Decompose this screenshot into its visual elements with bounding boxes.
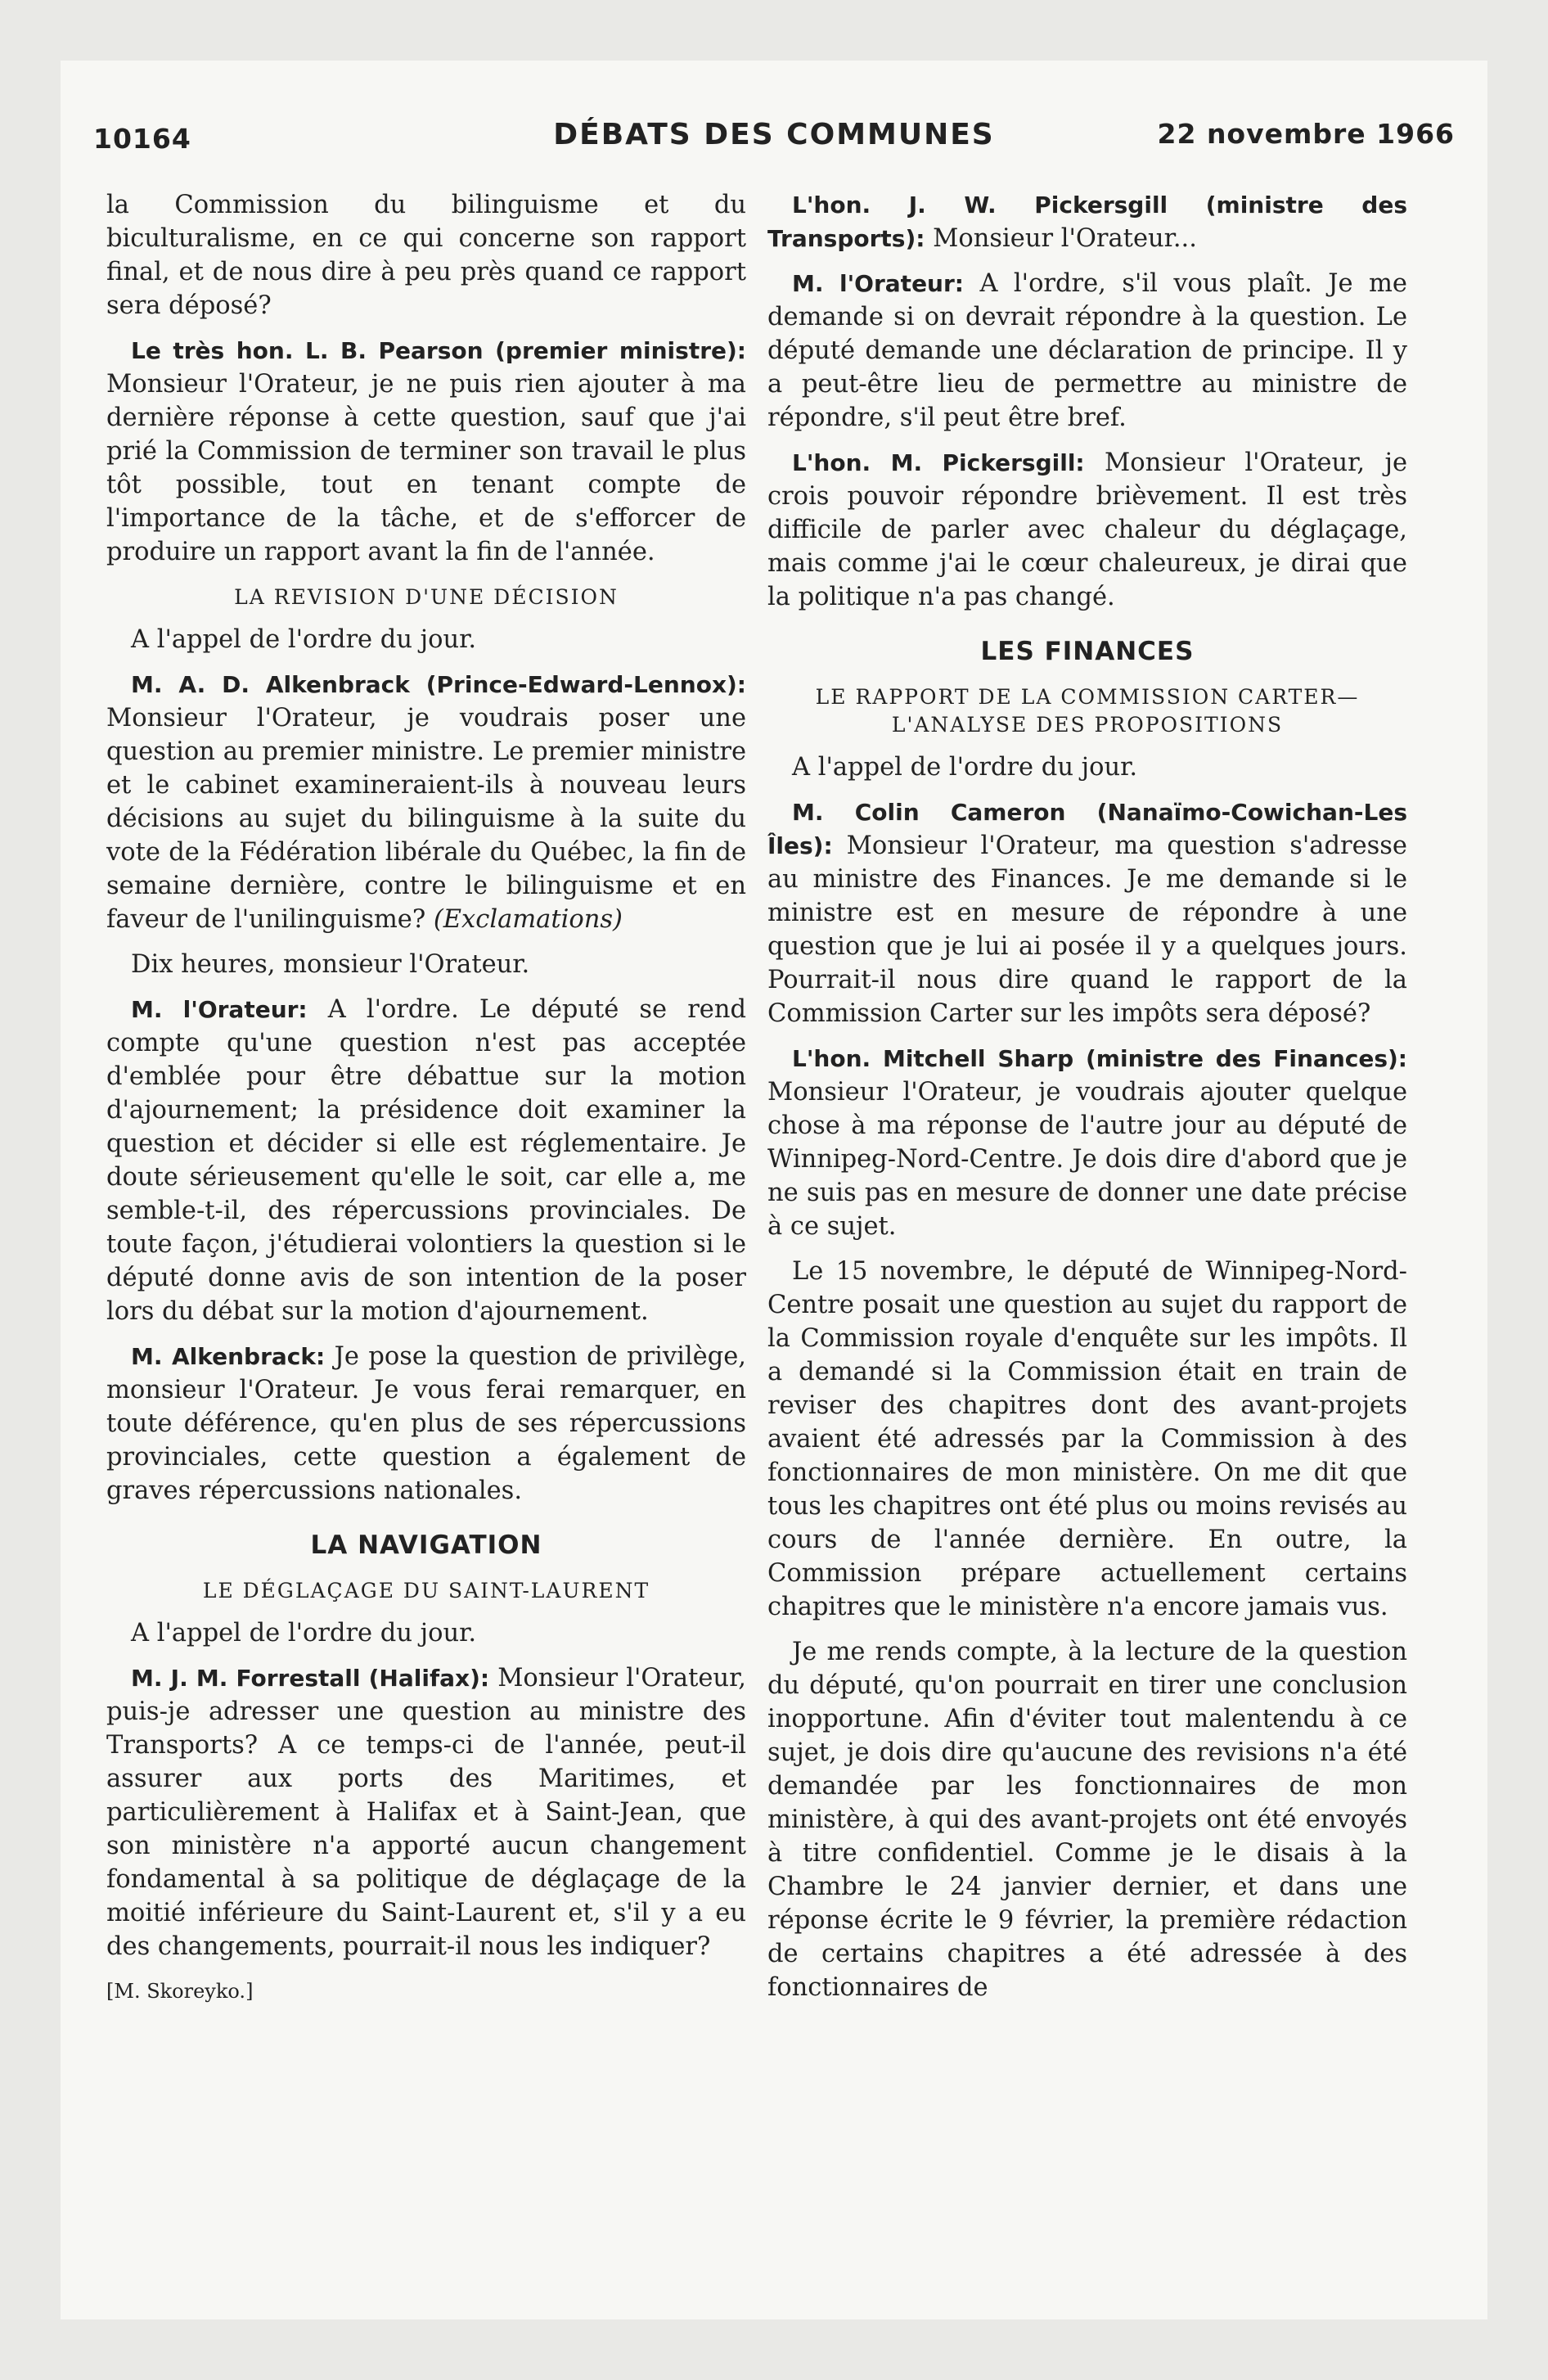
speaker-name: L'hon. Mitchell Sharp (ministre des Finances):: [792, 1045, 1407, 1072]
speaker-name: L'hon. M. Pickersgill:: [792, 449, 1085, 476]
paragraph: la Commission du bilinguisme et du biculturalisme, en ce qui concerne son rapport final, et de nous dire à peu près quand ce rapport sera déposé?: [106, 191, 746, 320]
section-heading: LA NAVIGATION: [310, 1530, 542, 1560]
paragraph: [767, 796, 1407, 1030]
footer-note: [M. Skoreyko.]: [106, 1980, 254, 2003]
page-number: 10164: [93, 123, 191, 155]
speech-text: Monsieur l'Orateur, je crois pouvoir répondre brièvement. Il est très difficile de parler avec chaleur du déglaçage, mais comme j'ai le cœur chaleureux, je dirai que la politique n'a pas changé.: [767, 449, 1407, 611]
paragraph: Je me rends compte, à la lecture de la question du député, qu'on pourrait en tirer une conclusion inopportune. Afin d'éviter tout malentendu à ce sujet, je dois dire qu'aucune des revisions n'a été demandée par les fonctionnaires de mon ministère, à qui des avant-projets ont été envoyés à titre confidentiel. Comme je le disais à la Chambre le 24 janvier dernier, et dans une réponse écrite le 9 février, la première rédaction de certains chapitres a été adressée à des fonctionnaires de: [767, 1638, 1407, 2002]
subsection-heading-line2: L'ANALYSE DES PROPOSITIONS: [891, 713, 1284, 737]
paragraph: [767, 188, 1407, 255]
paragraph: A l'appel de l'ordre du jour.: [792, 753, 1138, 782]
subsection-heading-line1: LE RAPPORT DE LA COMMISSION CARTER—: [815, 685, 1360, 709]
paragraph: [106, 993, 746, 1328]
speaker-name: M. l'Orateur:: [792, 270, 964, 297]
speaker-name: M. J. M. Forrestall (Halifax):: [131, 1665, 490, 1692]
speech-text: Je pose la question de privilège, monsieur l'Orateur. Je vous ferai remarquer, en toute déférence, qu'en plus de ses répercussions provinciales, cette question a également de graves répercussions nationales.: [106, 1342, 746, 1505]
paragraph: [106, 1661, 746, 1963]
speaker-name: M. A. D. Alkenbrack (Prince-Edward-Lennox):: [131, 671, 746, 698]
speech-text: Monsieur l'Orateur, je ne puis rien ajouter à ma dernière réponse à cette question, sauf que j'ai prié la Commission de terminer son travail le plus tôt possible, tout en tenant compte de l'importance de la tâche, et de s'efforcer de produire un rapport avant la fin de l'année.: [106, 370, 746, 566]
subsection-heading: LE DÉGLAÇAGE DU SAINT-LAURENT: [202, 1579, 650, 1602]
page-header: [93, 111, 1455, 160]
speech-text: Monsieur l'Orateur, ma question s'adresse au ministre des Finances. Je me demande si le ministre est en mesure de répondre à une question que je lui ai posée il y a quelques jours. Pourrait-il nous dire quand le rapport de la Commission Carter sur les impôts sera déposé?: [767, 832, 1407, 1028]
paragraph: A l'appel de l'ordre du jour.: [131, 625, 477, 654]
speaker-name: M. Alkenbrack:: [131, 1343, 326, 1370]
speech-text: Monsieur l'Orateur, puis-je adresser une question au ministre des Transports? A ce temps-ci de l'année, peut-il assurer aux ports des Maritimes, et particulièrement à Halifax et à Saint-Jean, que son ministère n'a apporté aucun changement fondamental à sa politique de déglaçage de la moitié inférieure du Saint-Laurent et, s'il y a eu des changements, pourrait-il nous les indiquer?: [106, 1664, 746, 1961]
speaker-name: M. l'Orateur:: [131, 996, 308, 1023]
paragraph: Le 15 novembre, le député de Winnipeg-Nord-Centre posait une question au sujet du rapport de la Commission royale d'enquête sur les impôts. Il a demandé si la Commission était en train de reviser des chapitres dont des avant-projets avaient été adressés par la Commission à des fonctionnaires de mon ministère. On me dit que tous les chapitres ont été plus ou moins revisés au cours de l'année dernière. En outre, la Commission prépare actuellement certains chapitres que le ministère n'a encore jamais vus.: [767, 1257, 1407, 1621]
speech-text: A l'ordre. Le député se rend compte qu'une question n'est pas acceptée d'emblée pour être débattue sur la motion d'ajournement; la présidence doit examiner la question et décider si elle est réglementaire. Je doute sérieusement qu'elle le soit, car elle a, me semble-t-il, des répercussions provinciales. De toute façon, j'étudierai volontiers la question si le député donne avis de son intention de la poser lors du débat sur la motion d'ajournement.: [106, 995, 746, 1326]
section-heading: LES FINANCES: [980, 637, 1195, 666]
speech-text: Monsieur l'Orateur, je voudrais poser une question au premier ministre. Le premier ministre et le cabinet examineraient-ils à nouveau leurs décisions au sujet du bilinguisme à la suite du vote de la Fédération libérale du Québec, la fin de semaine dernière, contre le bilinguisme et en faveur de l'unilinguisme?: [106, 704, 746, 934]
page: [61, 61, 1487, 2319]
subsection-heading: [767, 683, 1407, 739]
italic-note: (Exclamations): [433, 905, 623, 934]
page-date: 22 novembre 1966: [1157, 118, 1455, 150]
paragraph: [106, 668, 746, 936]
paragraph: [767, 446, 1407, 614]
speech-text: Monsieur l'Orateur...: [925, 224, 1197, 253]
paragraph: Dix heures, monsieur l'Orateur.: [131, 950, 530, 979]
paragraph: [767, 1042, 1407, 1243]
paragraph: [106, 334, 746, 569]
paragraph: [106, 1340, 746, 1508]
paragraph: A l'appel de l'ordre du jour.: [131, 1619, 477, 1648]
left-column: [106, 188, 746, 2008]
subsection-heading: LA REVISION D'UNE DÉCISION: [234, 585, 619, 609]
speaker-name: Le très hon. L. B. Pearson (premier ministre):: [131, 337, 746, 364]
speech-text: A l'ordre, s'il vous plaît. Je me demande si on devrait répondre à la question. Le député demande une déclaration de principe. Il y a peut-être lieu de permettre au ministre de répondre, s'il peut être bref.: [767, 269, 1407, 432]
page-title: DÉBATS DES COMMUNES: [553, 118, 995, 151]
speaker-name: M. Colin Cameron (Nanaïmo-Cowichan-Les Îles):: [767, 799, 1407, 859]
paragraph: [767, 267, 1407, 435]
right-column: [767, 188, 1407, 2016]
speech-text: Monsieur l'Orateur, je voudrais ajouter quelque chose à ma réponse de l'autre jour au député de Winnipeg-Nord-Centre. Je dois dire d'abord que je ne suis pas en mesure de donner une date précise à ce sujet.: [767, 1078, 1407, 1241]
speaker-name: L'hon. J. W. Pickersgill (ministre des Transports):: [767, 192, 1407, 252]
